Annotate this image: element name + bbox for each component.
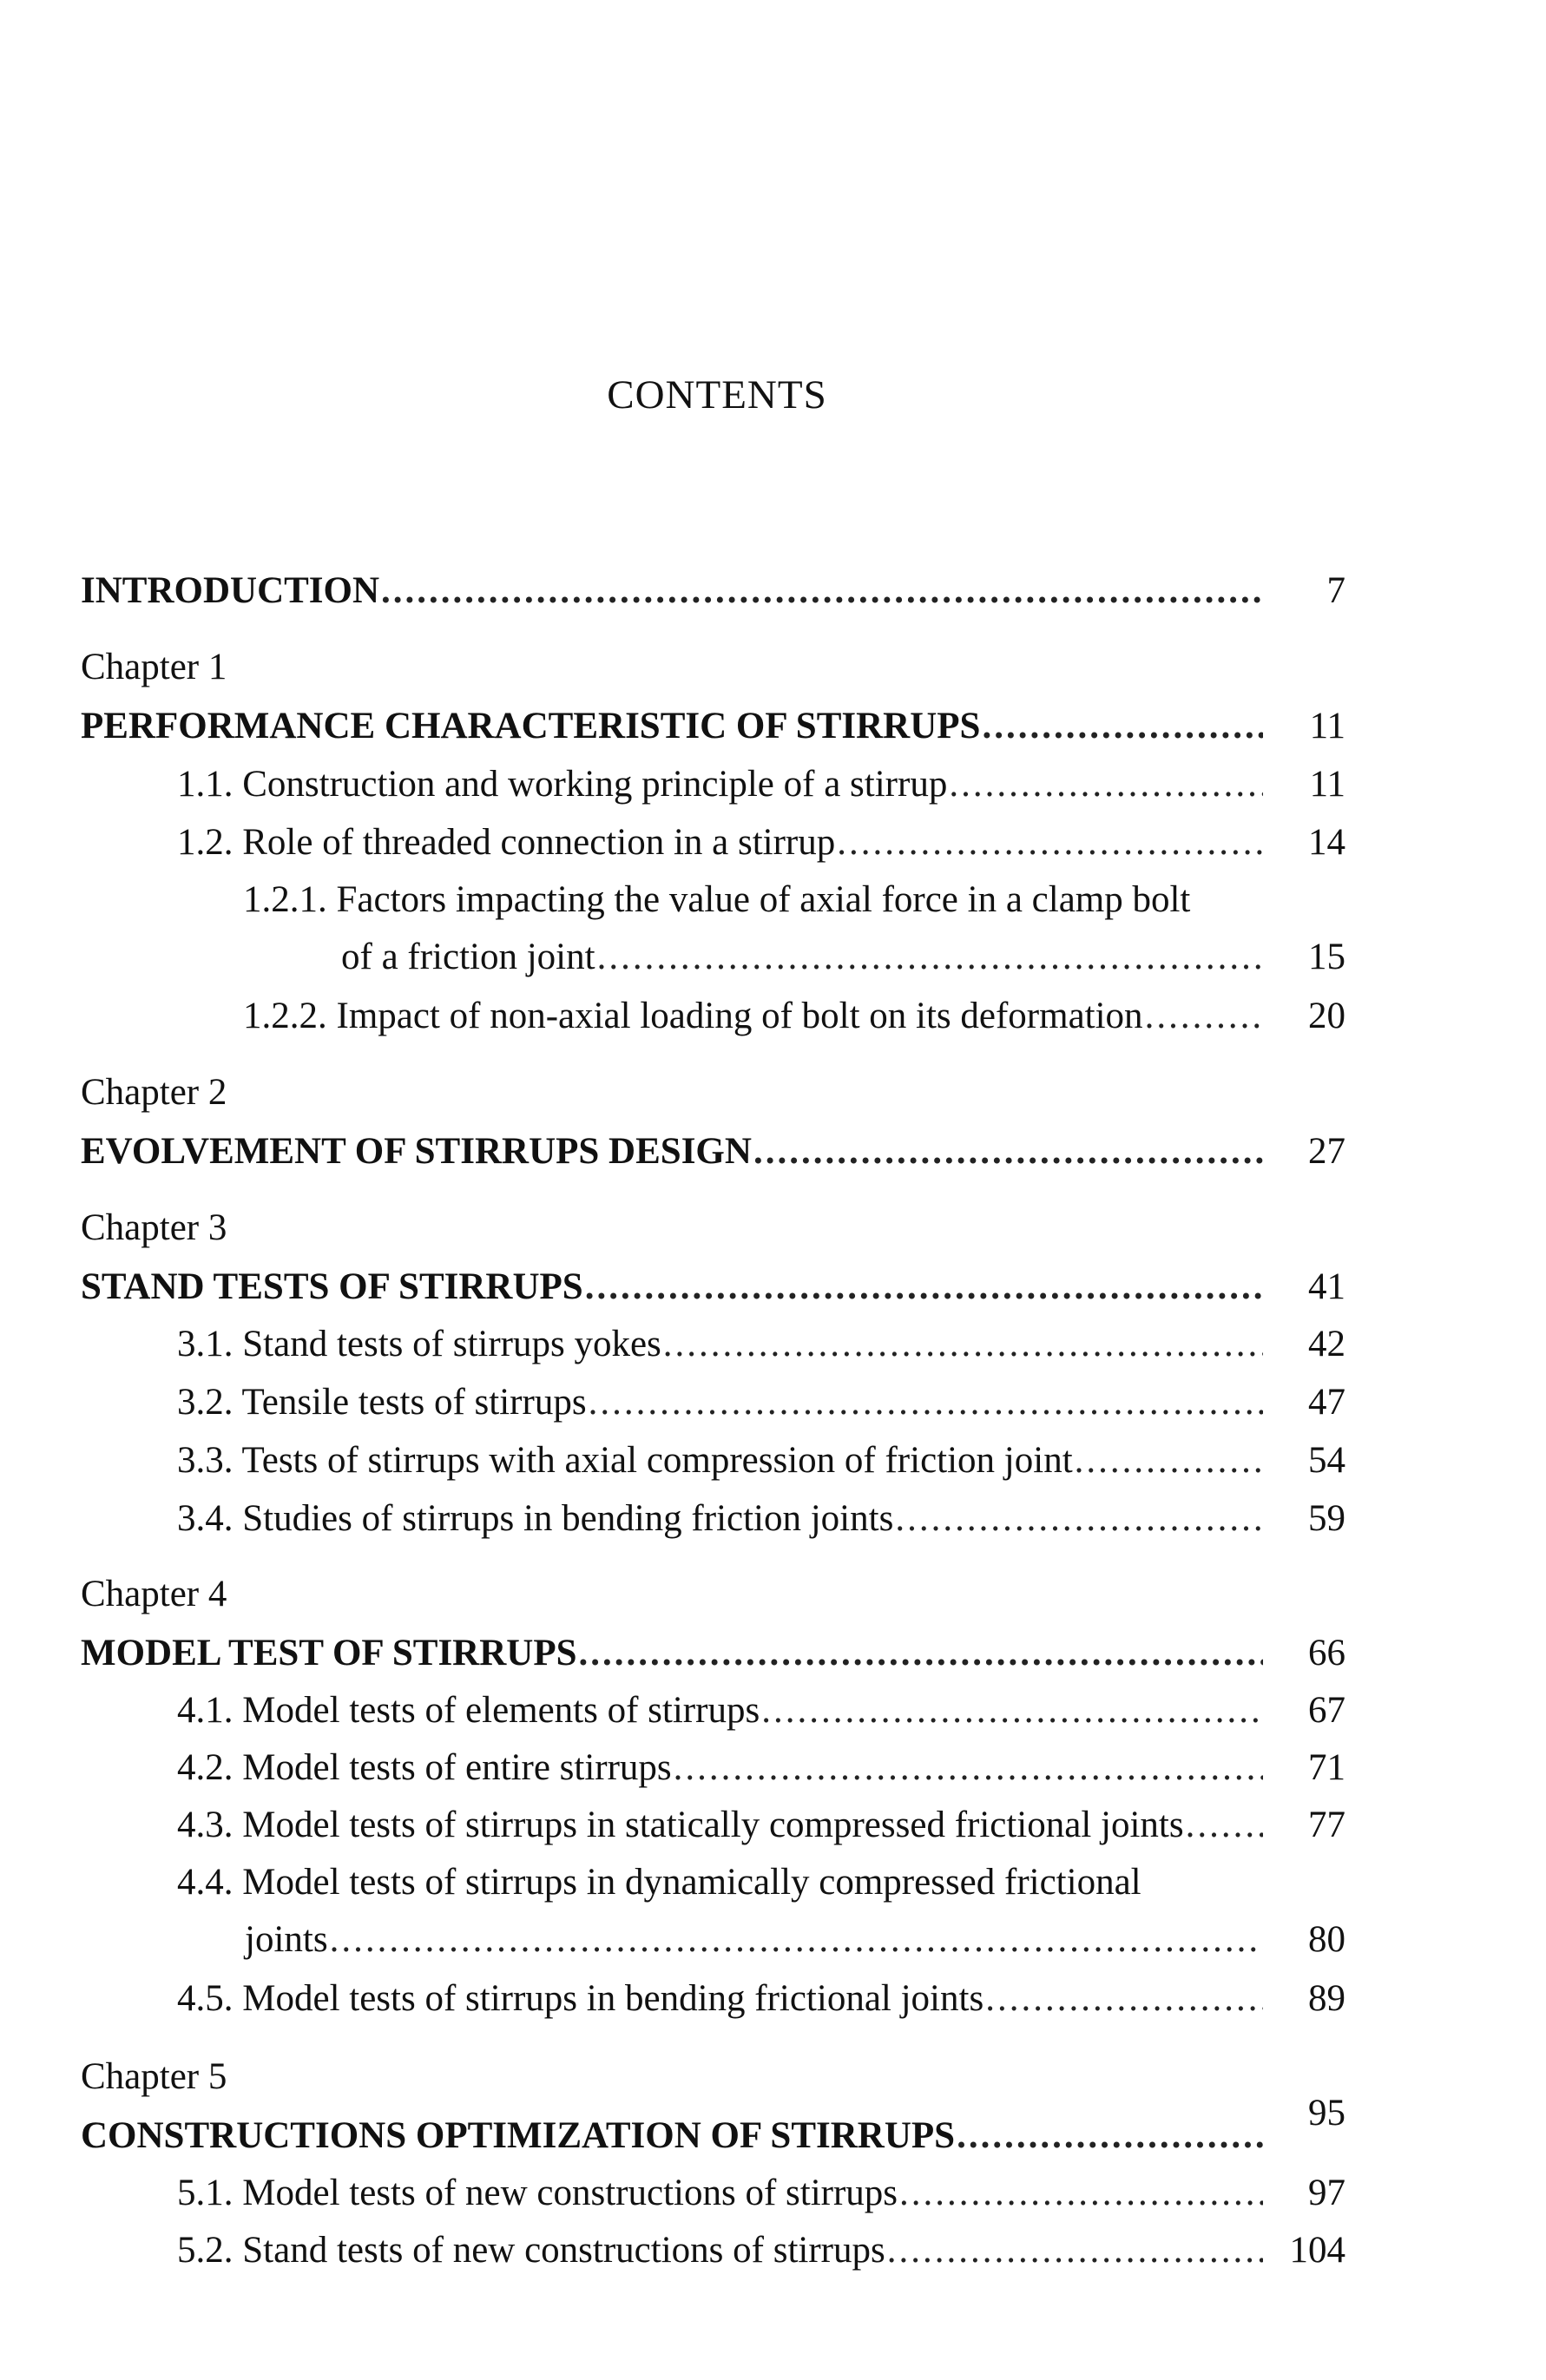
leader-dots <box>330 1913 1263 1967</box>
toc-entry-text: MODEL TEST OF STIRRUPS <box>81 1633 577 1673</box>
leader-dots <box>1186 1798 1263 1852</box>
toc-entry-text: 4.5. Model tests of stirrups in bending frictional joints <box>177 1978 984 2019</box>
toc-page-number: 47 <box>1308 1382 1345 1423</box>
toc-entry-section-4-2[interactable] <box>177 1741 1270 1795</box>
toc-entry-text: 3.2. Tensile tests of stirrups <box>177 1382 587 1423</box>
toc-entry-section-4-4-line1[interactable]: 4.4. Model tests of stirrups in dynamically compressed frictional <box>177 1862 1141 1903</box>
toc-entry-section-1-2-1-line1[interactable]: 1.2.1. Factors impacting the value of axial force in a clamp bolt <box>243 879 1191 920</box>
toc-entry-section-5-1[interactable] <box>177 2166 1270 2220</box>
leader-dots <box>899 2166 1263 2220</box>
toc-page-number: 71 <box>1308 1747 1345 1788</box>
toc-entry-section-4-5[interactable] <box>177 1972 1270 2026</box>
toc-page-number: 11 <box>1309 764 1345 805</box>
toc-entry-section-3-4[interactable] <box>177 1492 1270 1546</box>
toc-page-number: 104 <box>1289 2230 1345 2271</box>
leader-dots <box>674 1741 1263 1795</box>
toc-entry-text: PERFORMANCE CHARACTERISTIC OF STIRRUPS <box>81 706 981 746</box>
toc-entry-section-1-2-1[interactable] <box>341 930 1270 984</box>
toc-page-number: 15 <box>1308 937 1345 977</box>
leader-dots <box>597 930 1263 984</box>
toc-entry-text: STAND TESTS OF STIRRUPS <box>81 1266 583 1307</box>
leader-dots <box>381 564 1263 618</box>
leader-dots <box>589 1376 1263 1430</box>
toc-page-number: 89 <box>1308 1978 1345 2019</box>
leader-dots <box>887 2224 1263 2278</box>
toc-entry-text: 5.1. Model tests of new constructions of stirrups <box>177 2173 898 2213</box>
toc-page-number: 20 <box>1308 996 1345 1036</box>
toc-entry-section-5-2[interactable] <box>177 2224 1270 2278</box>
leader-dots <box>753 1125 1263 1179</box>
toc-page-number: 42 <box>1308 1324 1345 1364</box>
toc-entry-section-4-3[interactable] <box>177 1798 1270 1852</box>
toc-entry-text: 3.4. Studies of stirrups in bending friction joints <box>177 1498 894 1539</box>
toc-page-number: 80 <box>1308 1919 1345 1960</box>
toc-entry-section-4-4[interactable] <box>245 1913 1270 1967</box>
chapter-label: Chapter 3 <box>81 1207 227 1248</box>
leader-dots <box>585 1260 1263 1314</box>
toc-entry-text: 1.2.2. Impact of non-axial loading of bolt on its deformation <box>243 996 1143 1036</box>
toc-entry-text: EVOLVEMENT OF STIRRUPS DESIGN <box>81 1131 752 1172</box>
toc-page-number: 95 <box>1308 2093 1345 2133</box>
toc-page-number: 97 <box>1308 2173 1345 2213</box>
chapter-label: Chapter 2 <box>81 1072 227 1113</box>
toc-page-number: 66 <box>1308 1633 1345 1673</box>
toc-page-number: 14 <box>1308 822 1345 863</box>
toc-entry-chapter-1[interactable] <box>81 700 1270 753</box>
toc-entry-section-4-1[interactable] <box>177 1684 1270 1738</box>
leader-dots <box>895 1492 1263 1546</box>
toc-page-number: 27 <box>1308 1131 1345 1172</box>
toc-page-number: 77 <box>1308 1805 1345 1845</box>
toc-entry-section-3-3[interactable] <box>177 1434 1270 1488</box>
chapter-label: Chapter 1 <box>81 647 227 687</box>
chapter-label: Chapter 5 <box>81 2056 227 2097</box>
toc-entry-chapter-4[interactable] <box>81 1627 1270 1680</box>
toc-entry-section-3-2[interactable] <box>177 1376 1270 1430</box>
toc-entry-text: CONSTRUCTIONS OPTIMIZATION OF STIRRUPS <box>81 2115 956 2156</box>
toc-page-number: 59 <box>1308 1498 1345 1539</box>
toc-entry-chapter-5[interactable] <box>81 2109 1270 2163</box>
toc-entry-chapter-3[interactable] <box>81 1260 1270 1314</box>
leader-dots <box>761 1684 1263 1738</box>
toc-page-number: 67 <box>1308 1690 1345 1731</box>
leader-dots <box>1145 989 1263 1043</box>
toc-entry-introduction[interactable] <box>81 564 1270 618</box>
toc-entry-text: INTRODUCTION <box>81 570 380 611</box>
toc-entry-text: 1.2. Role of threaded connection in a stirrup <box>177 822 836 863</box>
toc-entry-chapter-2[interactable] <box>81 1125 1270 1179</box>
toc-entry-text: 4.1. Model tests of elements of stirrups <box>177 1690 760 1731</box>
toc-entry-text: 3.1. Stand tests of stirrups yokes <box>177 1324 661 1364</box>
toc-entry-section-3-1[interactable] <box>177 1318 1270 1371</box>
leader-dots <box>949 758 1263 812</box>
toc-entry-section-1-1[interactable] <box>177 758 1270 812</box>
toc-entry-text: 4.2. Model tests of entire stirrups <box>177 1747 672 1788</box>
page-title: CONTENTS <box>607 372 827 417</box>
toc-entry-text: 4.3. Model tests of stirrups in statically compressed frictional joints <box>177 1805 1184 1845</box>
toc-page-number: 11 <box>1309 706 1345 746</box>
toc-entry-text: 3.3. Tests of stirrups with axial compression of friction joint <box>177 1440 1073 1481</box>
toc-page-number: 41 <box>1308 1266 1345 1307</box>
toc-entry-text: joints <box>245 1919 328 1960</box>
toc-entry-section-1-2-2[interactable] <box>243 989 1270 1043</box>
leader-dots <box>985 1972 1263 2026</box>
toc-entry-text: of a friction joint <box>341 937 595 977</box>
leader-dots <box>837 816 1263 870</box>
leader-dots <box>982 700 1263 753</box>
leader-dots <box>957 2109 1263 2163</box>
leader-dots <box>579 1627 1263 1680</box>
toc-page-number: 54 <box>1308 1440 1345 1481</box>
toc-entry-text: 5.2. Stand tests of new constructions of stirrups <box>177 2230 885 2271</box>
leader-dots <box>1075 1434 1263 1488</box>
toc-entry-text: 1.1. Construction and working principle of a stirrup <box>177 764 948 805</box>
toc-entry-section-1-2[interactable] <box>177 816 1270 870</box>
toc-page-number: 7 <box>1326 570 1345 611</box>
leader-dots <box>663 1318 1263 1371</box>
chapter-label: Chapter 4 <box>81 1574 227 1614</box>
